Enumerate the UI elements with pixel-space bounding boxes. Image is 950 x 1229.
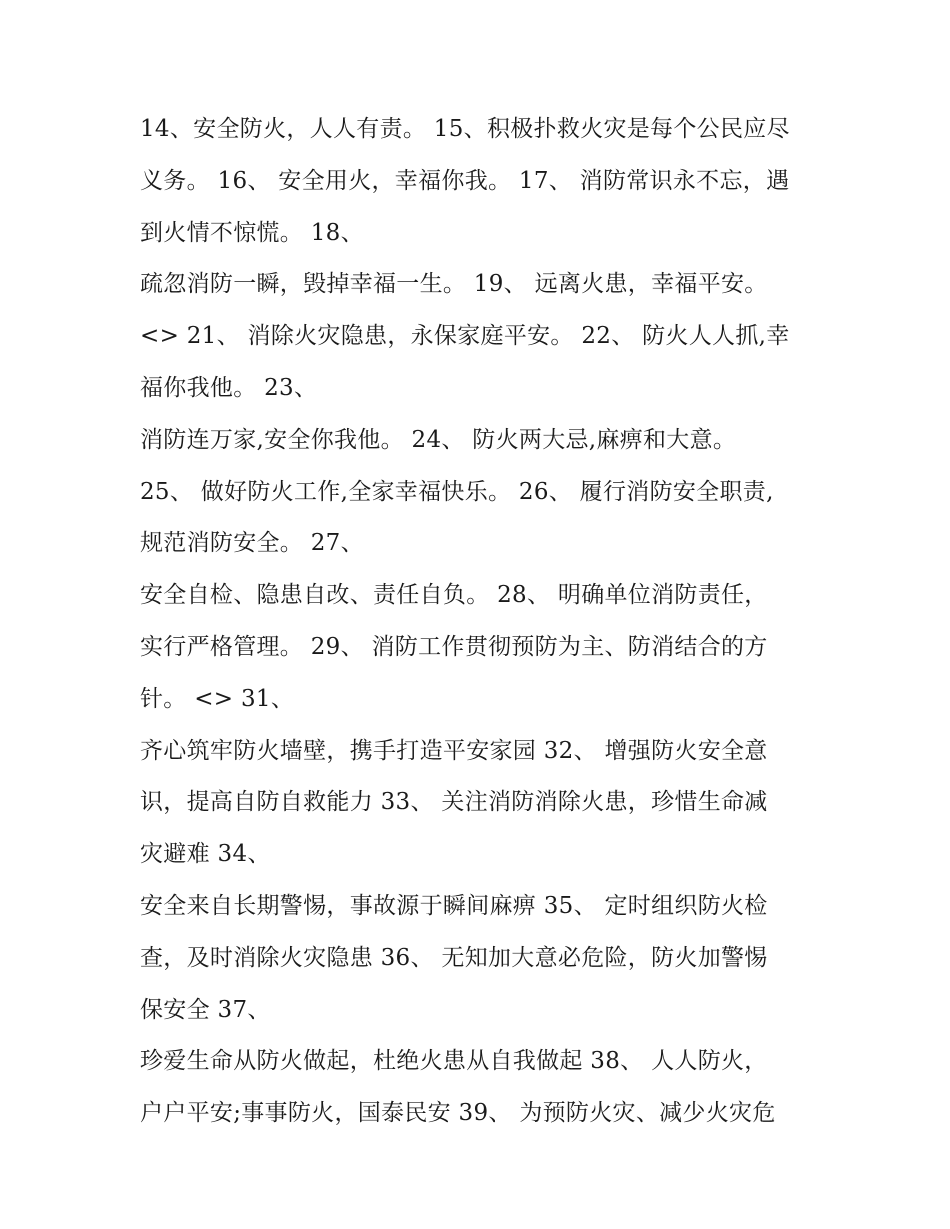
text-line: 义务。 16、 安全用火，幸福你我。 17、 消防常识永不忘，遇 — [140, 167, 790, 194]
text-line: 保安全 37、 — [140, 996, 271, 1023]
text-line: 疏忽消防一瞬，毁掉幸福一生。 19、 远离火患，幸福平安。 — [140, 271, 768, 298]
text-line: 实行严格管理。 29、 消防工作贯彻预防为主、防消结合的方 — [140, 633, 768, 660]
text-line: 户户平安;事事防火，国泰民安 39、 为预防火灾、减少火灾危 — [140, 1100, 776, 1127]
text-line: 安全自检、隐患自改、责任自负。 28、 明确单位消防责任， — [140, 582, 768, 609]
text-line: 查，及时消除火灾隐患 36、 无知加大意必危险，防火加警惕 — [140, 944, 768, 971]
slogan-text-block — [140, 104, 820, 1140]
text-line: 消防连万家,安全你我他。 24、 防火两大忌,麻痹和大意。 — [140, 426, 737, 453]
text-line: 14、安全防火，人人有责。 15、积极扑救火灾是每个公民应尽 — [140, 116, 790, 142]
text-line: 灾避难 34、 — [140, 841, 271, 868]
text-line: 安全来自长期警惕，事故源于瞬间麻痹 35、 定时组织防火检 — [140, 892, 768, 919]
text-line: 25、 做好防火工作,全家幸福快乐。 26、 履行消防安全职责, — [140, 478, 774, 505]
text-line: 到火情不惊慌。 18、 — [140, 219, 364, 246]
text-line: 识，提高自防自救能力 33、 关注消防消除火患，珍惜生命减 — [140, 789, 768, 816]
text-line: 福你我他。 23、 — [140, 374, 318, 401]
text-line: 针。 <> 31、 — [140, 685, 295, 712]
text-line: 规范消防安全。 27、 — [140, 530, 364, 557]
text-line: 齐心筑牢防火墙壁，携手打造平安家园 32、 增强防火安全意 — [140, 737, 768, 764]
text-line: 珍爱生命从防火做起，杜绝火患从自我做起 38、 人人防火， — [140, 1048, 768, 1075]
text-line: <> 21、 消除火灾隐患，永保家庭平安。 22、 防火人人抓,幸 — [140, 323, 790, 350]
